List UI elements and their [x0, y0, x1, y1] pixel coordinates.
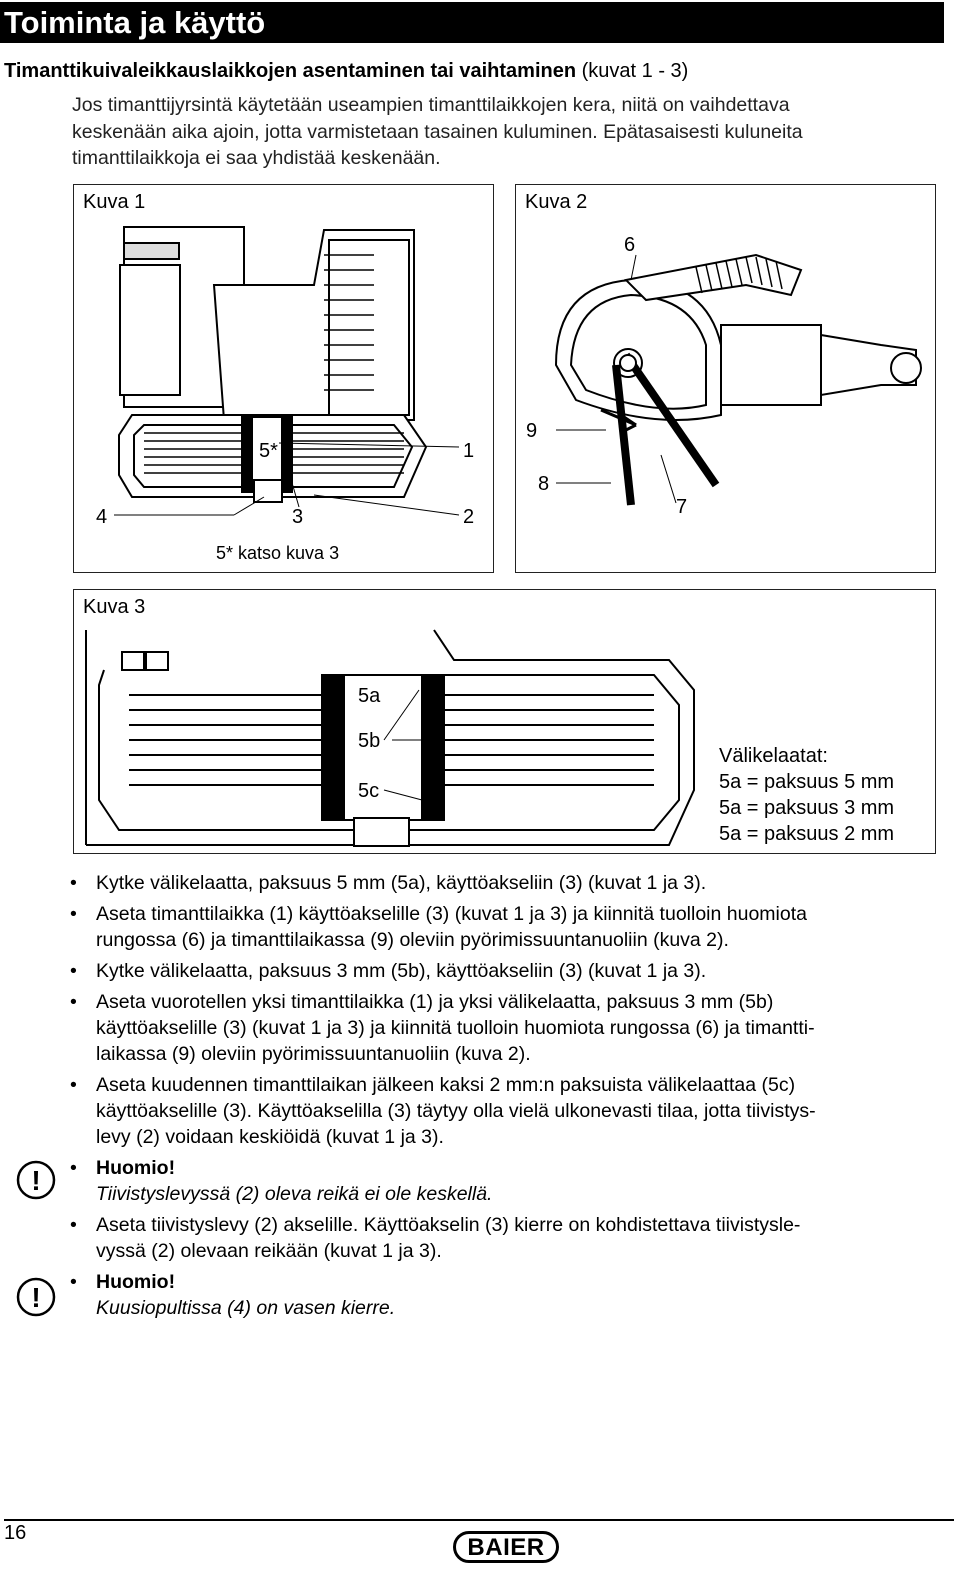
bullet-marker: • — [70, 991, 77, 1013]
warning-item — [70, 1269, 940, 1321]
figure-1-drawing — [74, 185, 495, 574]
warning-title: Huomio! — [96, 1157, 176, 1179]
list-item — [70, 870, 940, 896]
figure-1-label: 1 — [463, 440, 475, 462]
figure-1-label: 5* — [259, 440, 278, 462]
list-item-line: rungossa (6) ja timanttilaikassa (9) oleviin pyörimissuuntanuoliin (kuva 2). — [96, 929, 729, 951]
list-item-line: Kytke välikelaatta, paksuus 5 mm (5a), käyttöakseliin (3) (kuvat 1 ja 3). — [96, 872, 707, 894]
figure-2-label: 9 — [526, 420, 538, 442]
warning-text: Kuusiopultissa (4) on vasen kierre. — [96, 1297, 396, 1319]
intro-line: keskenään aika ajoin, jotta varmistetaan tasainen kuluminen. Epätasaisesti kuluneita — [72, 120, 803, 143]
bullet-marker: • — [70, 903, 77, 925]
figure-2-caption: Kuva 2 — [525, 191, 588, 213]
list-item-line: Aseta timanttilaikka (1) käyttöakselille (3) (kuvat 1 ja 3) ja kiinnitä tuolloin huomiota — [96, 903, 807, 925]
warning-title: Huomio! — [96, 1271, 176, 1293]
brand-logo — [453, 1531, 559, 1563]
bullet-marker: • — [70, 1074, 77, 1096]
warning-icon — [16, 1160, 56, 1200]
intro-line: Jos timanttijyrsintä käytetään useampien timanttilaikkojen kera, niitä on vaihdettava — [72, 94, 790, 116]
warning-icon-glyph: ! — [31, 1282, 41, 1313]
list-item-line: Aseta kuudennen timanttilaikan jälkeen kaksi 2 mm:n paksuista välikelaattaa (5c) — [96, 1074, 796, 1096]
figure-1-label: 2 — [463, 506, 475, 528]
warning-item — [70, 1155, 940, 1207]
section-heading — [4, 60, 688, 83]
figure-3-label: 5c — [358, 780, 380, 802]
figure-1 — [73, 184, 494, 573]
list-item-line: laikassa (9) oleviin pyörimissuuntanuoliin (kuva 2). — [96, 1043, 531, 1065]
section-heading-ref: (kuvat 1 - 3) — [581, 60, 689, 82]
figure-1-label: 3 — [292, 506, 304, 528]
figure-2-drawing — [516, 185, 937, 574]
intro-line: timanttilaikkoja ei saa yhdistää keskenään. — [72, 147, 441, 169]
list-item — [70, 1212, 940, 1264]
figure-3-label: 5b — [358, 730, 381, 752]
page-number: 16 — [4, 1522, 27, 1544]
figure-2-label: 6 — [624, 234, 636, 256]
list-item-line: käyttöakselille (3) (kuvat 1 ja 3) ja kiinnitä tuolloin huomiota rungossa (6) ja timantti- — [96, 1017, 815, 1039]
figure-1-label: 4 — [96, 506, 108, 528]
instruction-list — [70, 870, 940, 1326]
list-item-line: vyssä (2) olevaan reikään (kuvat 1 ja 3). — [96, 1240, 442, 1262]
bullet-marker: • — [70, 1271, 77, 1293]
footer-divider — [4, 1519, 954, 1521]
list-item-line: käyttöakselille (3). Käyttöakselilla (3) täytyy olla vielä ulkonevasti tilaa, jotta tiivistys- — [96, 1100, 816, 1122]
bullet-marker: • — [70, 1214, 77, 1236]
figure-3-caption: Kuva 3 — [83, 596, 146, 618]
brand-logo-text: BAIER — [467, 1534, 545, 1561]
section-title-bar — [0, 2, 944, 43]
figure-1-caption: Kuva 1 — [83, 191, 146, 213]
list-item-line: Kytke välikelaatta, paksuus 3 mm (5b), käyttöakseliin (3) (kuvat 1 ja 3). — [96, 960, 707, 982]
figure-3-legend-item: 5a = paksuus 2 mm — [719, 823, 895, 845]
figure-1-note: 5* katso kuva 3 — [216, 543, 340, 563]
warning-text: Tiivistyslevyssä (2) oleva reikä ei ole keskellä. — [96, 1183, 493, 1205]
list-item — [70, 901, 940, 953]
warning-icon-glyph: ! — [31, 1165, 41, 1196]
list-item — [70, 989, 940, 1067]
figure-3-legend-title: Välikelaatat: — [719, 745, 828, 767]
figure-2-label: 7 — [676, 496, 688, 518]
figure-3-legend-item: 5a = paksuus 5 mm — [719, 771, 895, 793]
warning-icon — [16, 1277, 56, 1317]
list-item — [70, 1072, 940, 1150]
intro-paragraph — [72, 92, 932, 172]
figure-2-label: 8 — [538, 473, 550, 495]
figure-3-label: 5a — [358, 685, 381, 707]
list-item-line: Aseta tiivistyslevy (2) akselille. Käyttöakselin (3) kierre on kohdistettava tiivistysle- — [96, 1214, 801, 1236]
section-heading-text: Timanttikuivaleikkauslaikkojen asentaminen tai vaihtaminen — [4, 60, 577, 82]
figure-3 — [73, 589, 936, 854]
figure-3-legend-item: 5a = paksuus 3 mm — [719, 797, 895, 819]
list-item-line: levy (2) voidaan keskiöidä (kuvat 1 ja 3). — [96, 1126, 444, 1148]
list-item — [70, 958, 940, 984]
figure-2 — [515, 184, 936, 573]
list-item-line: Aseta vuorotellen yksi timanttilaikka (1) ja yksi välikelaatta, paksuus 3 mm (5b) — [96, 991, 774, 1013]
figure-3-drawing — [74, 590, 937, 855]
bullet-marker: • — [70, 1157, 77, 1179]
bullet-marker: • — [70, 872, 77, 894]
bullet-marker: • — [70, 960, 77, 982]
page-title: Toiminta ja käyttö — [4, 5, 266, 40]
